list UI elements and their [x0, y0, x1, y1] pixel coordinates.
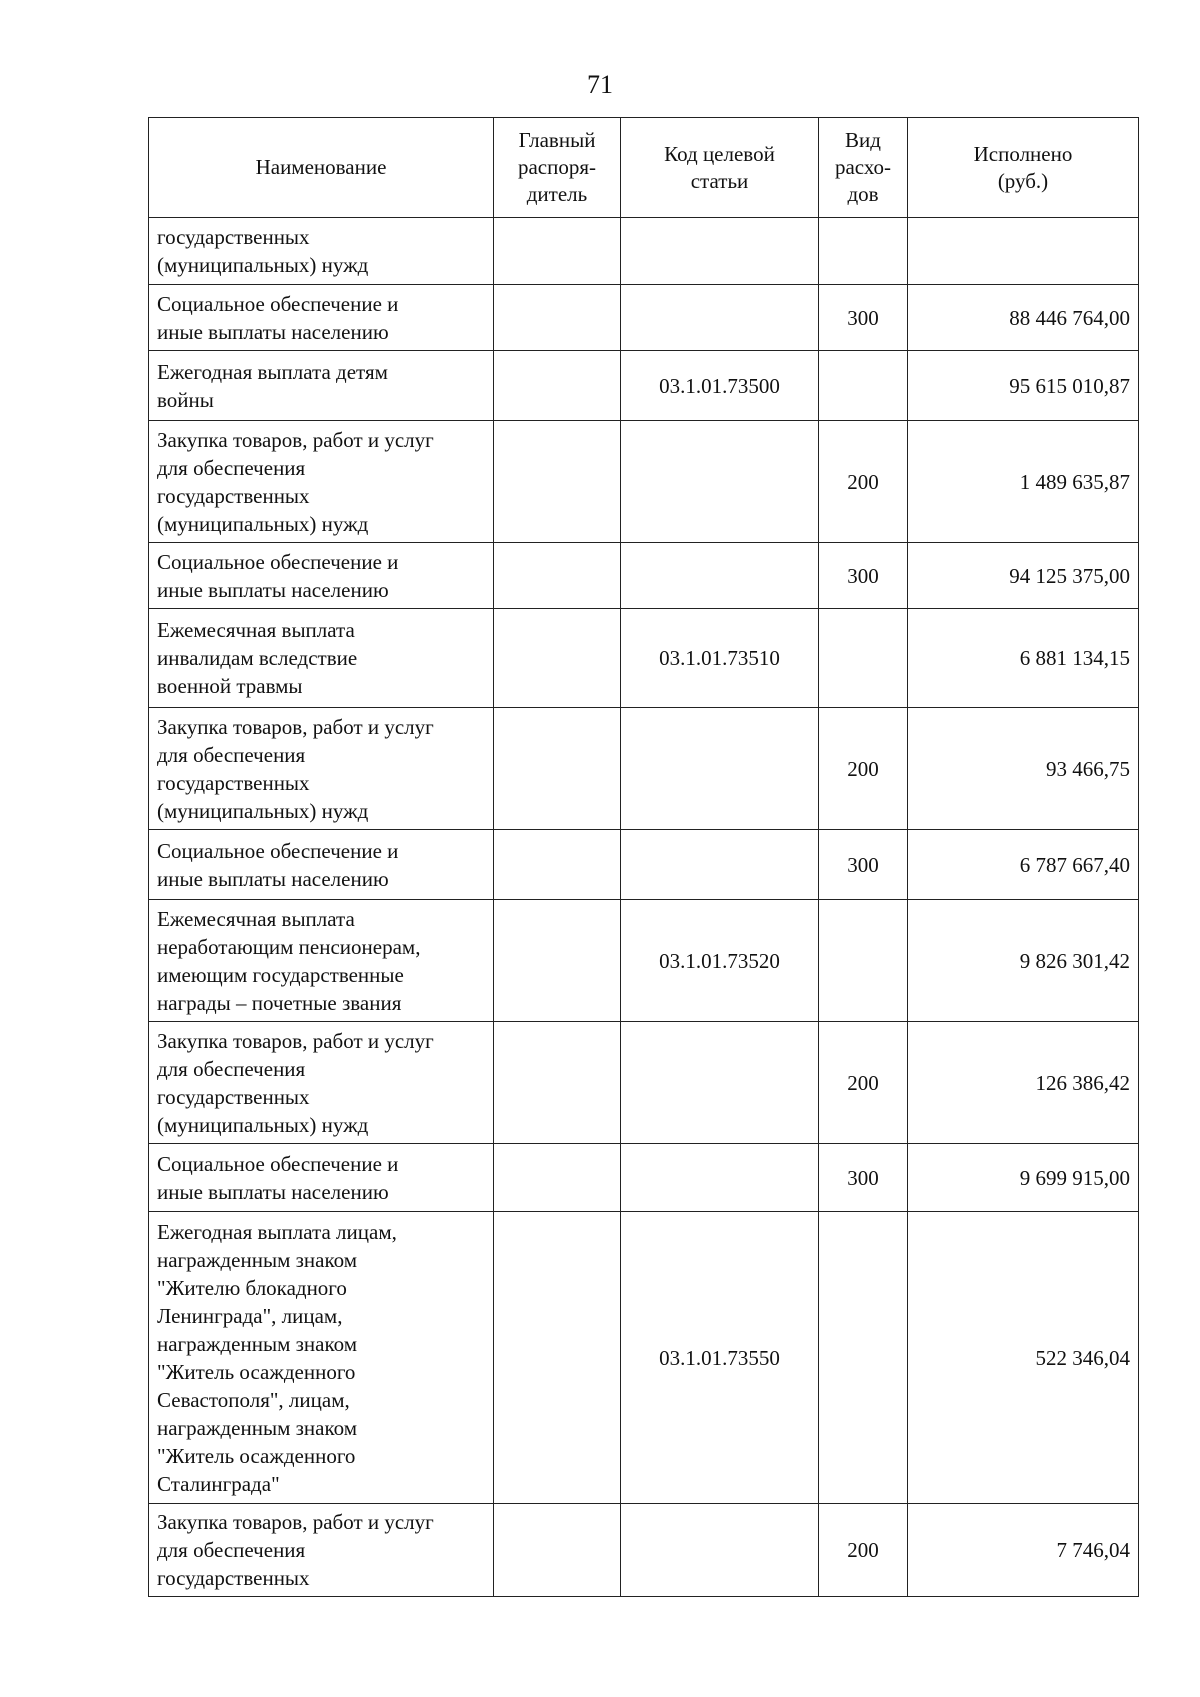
table-row [149, 218, 1139, 285]
row-kind: 300 [819, 285, 908, 351]
budget-execution-table [148, 117, 1139, 1597]
row-amount: 1 489 635,87 [908, 421, 1139, 543]
row-name: государственных (муниципальных) нужд [149, 218, 494, 285]
page-number: 71 [587, 70, 613, 99]
row-code: 03.1.01.73500 [621, 351, 819, 421]
row-amount: 9 699 915,00 [908, 1144, 1139, 1212]
row-manager [494, 1144, 621, 1212]
row-amount: 126 386,42 [908, 1022, 1139, 1144]
row-name: Ежемесячная выплата инвалидам вследствие военной травмы [149, 609, 494, 708]
row-code [621, 1144, 819, 1212]
row-name: Социальное обеспечение и иные выплаты населению [149, 830, 494, 900]
table-row [149, 543, 1139, 609]
row-code: 03.1.01.73550 [621, 1212, 819, 1504]
row-amount [908, 218, 1139, 285]
header-manager: Главный распоря- дитель [494, 118, 621, 218]
row-manager [494, 1212, 621, 1504]
row-code [621, 285, 819, 351]
row-code: 03.1.01.73510 [621, 609, 819, 708]
row-manager [494, 421, 621, 543]
row-manager [494, 285, 621, 351]
table-row [149, 351, 1139, 421]
row-manager [494, 218, 621, 285]
row-code: 03.1.01.73520 [621, 900, 819, 1022]
table-row [149, 1504, 1139, 1597]
row-code [621, 1022, 819, 1144]
table-row [149, 609, 1139, 708]
row-name: Социальное обеспечение и иные выплаты населению [149, 285, 494, 351]
row-name: Ежемесячная выплата неработающим пенсионерам, имеющим государственные награды – почетные звания [149, 900, 494, 1022]
row-manager [494, 1022, 621, 1144]
row-kind: 200 [819, 1022, 908, 1144]
row-kind: 200 [819, 708, 908, 830]
row-manager [494, 543, 621, 609]
row-kind [819, 351, 908, 421]
row-manager [494, 830, 621, 900]
row-code [621, 421, 819, 543]
table-row [149, 900, 1139, 1022]
row-name: Закупка товаров, работ и услуг для обеспечения государственных (муниципальных) нужд [149, 708, 494, 830]
row-amount: 88 446 764,00 [908, 285, 1139, 351]
row-kind [819, 609, 908, 708]
table-row [149, 1144, 1139, 1212]
row-amount: 522 346,04 [908, 1212, 1139, 1504]
row-manager [494, 900, 621, 1022]
row-name: Ежегодная выплата детям войны [149, 351, 494, 421]
row-amount: 7 746,04 [908, 1504, 1139, 1597]
table-row [149, 1022, 1139, 1144]
row-name: Закупка товаров, работ и услуг для обеспечения государственных [149, 1504, 494, 1597]
table-row [149, 830, 1139, 900]
row-kind [819, 218, 908, 285]
row-kind: 200 [819, 421, 908, 543]
row-kind: 300 [819, 543, 908, 609]
table-row [149, 421, 1139, 543]
table-header-row [149, 118, 1139, 218]
row-manager [494, 1504, 621, 1597]
row-kind: 300 [819, 1144, 908, 1212]
row-kind [819, 1212, 908, 1504]
row-manager [494, 351, 621, 421]
row-amount: 9 826 301,42 [908, 900, 1139, 1022]
row-name: Закупка товаров, работ и услуг для обеспечения государственных (муниципальных) нужд [149, 1022, 494, 1144]
row-kind: 300 [819, 830, 908, 900]
row-code [621, 218, 819, 285]
table-row [149, 285, 1139, 351]
header-target-code: Код целевой статьи [621, 118, 819, 218]
row-name: Закупка товаров, работ и услуг для обеспечения государственных (муниципальных) нужд [149, 421, 494, 543]
row-amount: 6 881 134,15 [908, 609, 1139, 708]
row-manager [494, 708, 621, 830]
row-manager [494, 609, 621, 708]
header-executed: Исполнено (руб.) [908, 118, 1139, 218]
row-amount: 95 615 010,87 [908, 351, 1139, 421]
row-code [621, 830, 819, 900]
row-code [621, 543, 819, 609]
row-name: Социальное обеспечение и иные выплаты населению [149, 543, 494, 609]
table-row [149, 1212, 1139, 1504]
row-code [621, 708, 819, 830]
row-name: Ежегодная выплата лицам, награжденным знаком "Жителю блокадного Ленинграда", лицам, награжденным знаком "Житель осажденного Севастополя", лицам, награжденным знаком "Житель осажденного Сталинграда" [149, 1212, 494, 1504]
row-kind [819, 900, 908, 1022]
row-name: Социальное обеспечение и иные выплаты населению [149, 1144, 494, 1212]
header-name: Наименование [149, 118, 494, 218]
row-code [621, 1504, 819, 1597]
row-amount: 94 125 375,00 [908, 543, 1139, 609]
header-expense-type: Вид расхо- дов [819, 118, 908, 218]
row-amount: 6 787 667,40 [908, 830, 1139, 900]
row-kind: 200 [819, 1504, 908, 1597]
row-amount: 93 466,75 [908, 708, 1139, 830]
table-row [149, 708, 1139, 830]
